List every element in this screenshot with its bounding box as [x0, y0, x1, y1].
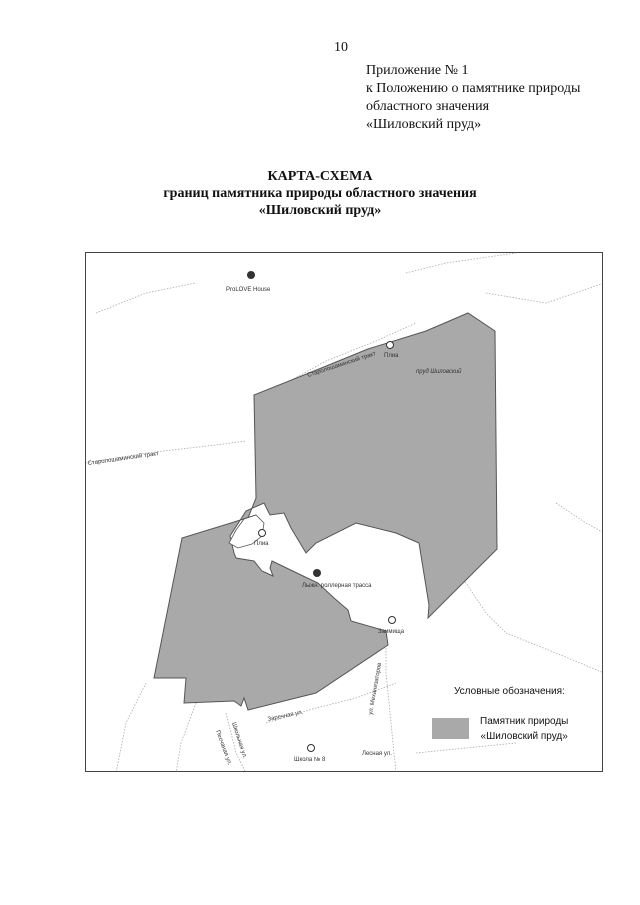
legend-item-line-1: Памятник природы	[480, 716, 569, 727]
appendix-line-3: областного значения	[366, 99, 490, 114]
title-line-3: «Шиловский пруд»	[258, 203, 382, 218]
label-ski-track: Лыжн. роллерная трасса	[302, 583, 372, 589]
dam-marker-icon	[387, 342, 394, 349]
legend-title: Условные обозначения:	[454, 686, 565, 697]
legend-item-line-2: «Шиловский пруд»	[480, 731, 568, 742]
label-dam-2: Плиа	[254, 541, 269, 547]
legend-item-label	[480, 714, 568, 744]
label-street-trakt-west: Старолошаминский тракт	[87, 451, 160, 467]
appendix-line-4: «Шиловский пруд»	[366, 117, 482, 132]
label-street-mekhanizatorov: ул. Механизаторов	[368, 662, 384, 716]
document-title	[0, 168, 640, 219]
label-street-zarechnaya: Заречная ул.	[267, 709, 304, 723]
ski-track-marker-icon	[313, 569, 321, 577]
title-line-2: границ памятника природы областного значения	[163, 186, 477, 201]
label-street-peschanaya: Песчаная ул.	[214, 729, 233, 767]
label-street-shkolnaya: Школьная ул.	[230, 721, 248, 760]
prolove-marker-icon	[247, 271, 255, 279]
label-farm: Заимища	[378, 629, 405, 635]
label-school: Школа № 8	[294, 757, 326, 763]
label-dam-1: Плиа	[384, 353, 399, 359]
label-street-lesnaya: Лесная ул.	[362, 751, 392, 757]
title-line-1: КАРТА-СХЕМА	[267, 169, 373, 184]
school-marker-icon	[308, 745, 315, 752]
legend-swatch	[432, 718, 469, 739]
label-prolove-house: ProLOVE House	[226, 287, 271, 293]
appendix-line-1: Приложение № 1	[366, 63, 469, 78]
page-number: 10	[334, 40, 348, 55]
label-pond: пруд Шиловский	[416, 369, 462, 375]
farm-marker-icon	[389, 617, 396, 624]
appendix-line-2: к Положению о памятнике природы	[366, 81, 581, 96]
appendix-header	[366, 62, 580, 134]
dam-marker-2-icon	[259, 530, 266, 537]
label-street-starotrakt: Старолошаминский тракт	[306, 351, 377, 379]
